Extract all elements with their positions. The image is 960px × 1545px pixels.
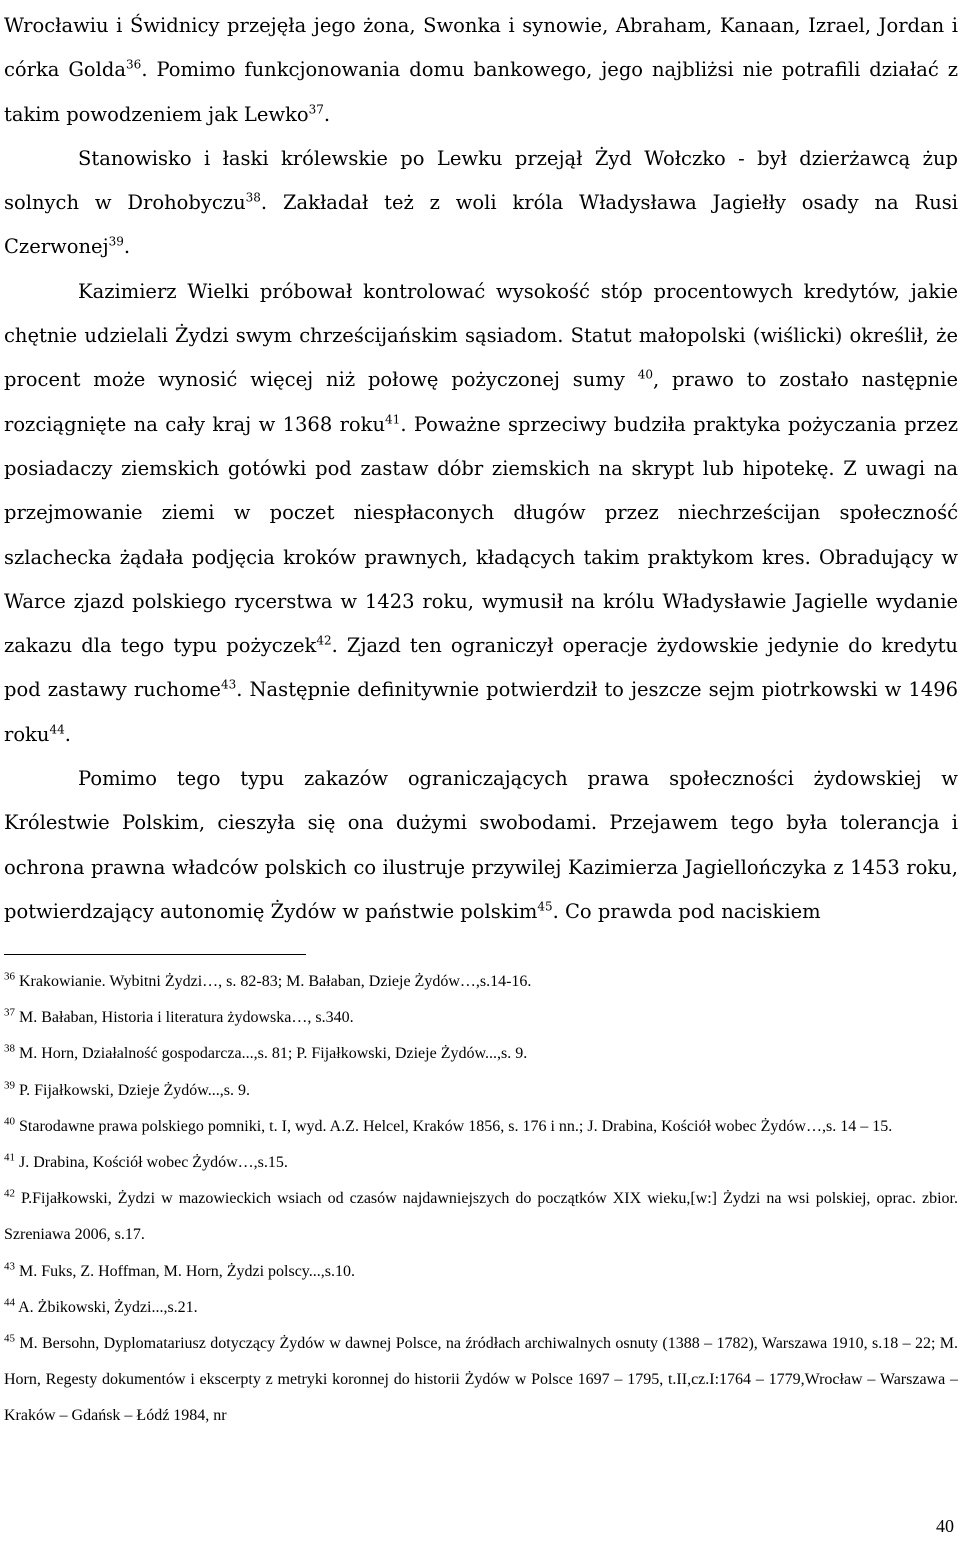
footnote-ref: 41	[385, 412, 401, 427]
footnote-number: 43	[4, 1260, 15, 1273]
footnote-number: 37	[4, 1006, 15, 1019]
footnote-ref: 40	[637, 367, 653, 382]
paragraph-text: Pomimo tego typu zakazów ograniczających prawa społeczności żydowskiej w Królestwie Polskim, cieszyła się ona dużymi swobodami. Przejawem tego była tolerancja i ochrona prawna władców polskich co ilustruje przywilej Kazimierza Jagiellończyka z 1453 roku, potwierdzający autonomię Żydów w państwie polskim	[4, 767, 958, 923]
footnote-number: 36	[4, 970, 15, 983]
footnotes-section	[4, 964, 958, 1435]
footnote-text: Starodawne prawa polskiego pomniki, t. I, wyd. A.Z. Helcel, Kraków 1856, s. 176 i nn.; J. Drabina, Kościół wobec Żydów…,s. 14 – 15.	[15, 1117, 893, 1135]
footnote-text: M. Fuks, Z. Hoffman, M. Horn, Żydzi polscy...,s.10.	[15, 1262, 355, 1280]
footnote-text: P.Fijałkowski, Żydzi w mazowieckich wsiach od czasów najdawniejszych do początków XIX wieku,[w:] Żydzi na wsi polskiej, oprac. zbior. Szreniawa 2006, s.17.	[4, 1190, 958, 1244]
footnote-text: M. Horn, Działalność gospodarcza...,s. 81; P. Fijałkowski, Dzieje Żydów...,s. 9.	[15, 1045, 528, 1063]
footnote-text: M. Bałaban, Historia i literatura żydowska…, s.340.	[15, 1009, 354, 1027]
footnote	[4, 1109, 958, 1145]
footnote	[4, 1036, 958, 1072]
paragraph-text: , prawo to zostało następnie rozciągnięte na cały kraj w 1368 roku	[4, 368, 958, 436]
paragraph-text: Kazimierz Wielki próbował kontrolować wysokość stóp procentowych kredytów, jakie chętnie udzielali Żydzi swym chrześcijańskim sąsiadom. Statut małopolski (wiślicki) określił, że procent może wynosić więcej niż połowę pożyczonej sumy	[4, 279, 958, 392]
paragraph-text: .	[123, 235, 131, 259]
footnote-ref: 43	[220, 677, 237, 692]
footnote-text: A. Żbikowski, Żydzi...,s.21.	[15, 1298, 198, 1316]
footnote-ref: 45	[537, 899, 553, 914]
footnote	[4, 1000, 958, 1036]
footnote-number: 41	[4, 1151, 15, 1164]
footnote-ref: 42	[316, 633, 332, 648]
footnote	[4, 964, 958, 1000]
footnote	[4, 1181, 958, 1253]
paragraph-text: Wrocławiu i Świdnicy przejęła jego żona, Swonka i synowie, Abraham, Kanaan, Izrael, Jordan i córka Golda	[4, 14, 958, 82]
paragraph	[4, 757, 958, 934]
paragraph-text: . Zjazd ten ograniczył operacje żydowskie jedynie do kredytu pod zastawy ruchome	[4, 634, 958, 702]
footnote	[4, 1326, 958, 1435]
footnote-ref: 39	[108, 234, 124, 249]
paragraph-text: .	[323, 102, 331, 126]
footnote	[4, 1290, 958, 1326]
paragraph-text: . Co prawda pod naciskiem	[552, 899, 821, 923]
paragraph-text: .	[64, 722, 71, 746]
footnote-number: 39	[4, 1079, 15, 1092]
footnote-separator	[4, 954, 306, 955]
footnote-number: 40	[4, 1115, 15, 1128]
paragraph	[4, 137, 958, 270]
footnote	[4, 1254, 958, 1290]
paragraph-text: . Następnie definitywnie potwierdził to jeszcze sejm piotrkowski w 1496 roku	[4, 678, 959, 746]
paragraph-text: . Zakładał też z woli króla Władysława Jagiełły osady na Rusi Czerwonej	[4, 191, 958, 259]
footnote-number: 38	[4, 1043, 15, 1056]
footnote-ref: 37	[308, 102, 324, 117]
footnote-ref: 38	[245, 190, 261, 205]
footnote-text: M. Bersohn, Dyplomatariusz dotyczący Żydów w dawnej Polsce, na źródłach archiwalnych osnuty (1388 – 1782), Warszawa 1910, s.18 – 22; M. Horn, Regesty dokumentów i ekscerpty z metryki koronnej do historii Żydów w Polsce 1697 – 1795, t.II,cz.I:1764 – 1779,Wrocław – Warszawa – Kraków – Gdańsk – Łódź 1984, nr	[4, 1335, 958, 1425]
footnote-number: 45	[4, 1332, 15, 1345]
footnote	[4, 1073, 958, 1109]
paragraph	[4, 4, 958, 137]
footnote	[4, 1145, 958, 1181]
paragraph	[4, 270, 958, 757]
paragraph-text: . Poważne sprzeciwy budziła praktyka pożyczania przez posiadaczy ziemskich gotówki pod zastaw dóbr ziemskich na skrypt lub hipotekę. Z uwagi na przejmowanie ziemi w poczet niespłaconych długów przez niechrześcijan społeczność szlachecka żądała podjęcia kroków prawnych, kładących takim praktykom kres. Obradujący w Warce zjazd polskiego rycerstwa w 1423 roku, wymusił na królu Władysławie Jagielle wydanie zakazu dla tego typu pożyczek	[4, 412, 959, 658]
footnote-number: 44	[4, 1296, 15, 1309]
footnote-text: Krakowianie. Wybitni Żydzi…, s. 82-83; M. Bałaban, Dzieje Żydów…,s.14-16.	[15, 973, 532, 990]
footnote-text: P. Fijałkowski, Dzieje Żydów...,s. 9.	[15, 1081, 250, 1099]
footnote-ref: 44	[49, 722, 65, 737]
paragraph-text: . Pomimo funkcjonowania domu bankowego, jego najbliżsi nie potrafili działać z takim powodzeniem jak Lewko	[4, 58, 958, 126]
footnote-text: J. Drabina, Kościół wobec Żydów…,s.15.	[15, 1154, 288, 1172]
main-text	[4, 4, 958, 934]
footnote-number: 42	[4, 1187, 15, 1200]
page-number: 40	[936, 1516, 954, 1536]
paragraph-text: Stanowisko i łaski królewskie po Lewku przejął Żyd Wołczko - był dzierżawcą żup solnych w Drohobyczu	[4, 146, 958, 215]
footnote-ref: 36	[126, 57, 142, 72]
